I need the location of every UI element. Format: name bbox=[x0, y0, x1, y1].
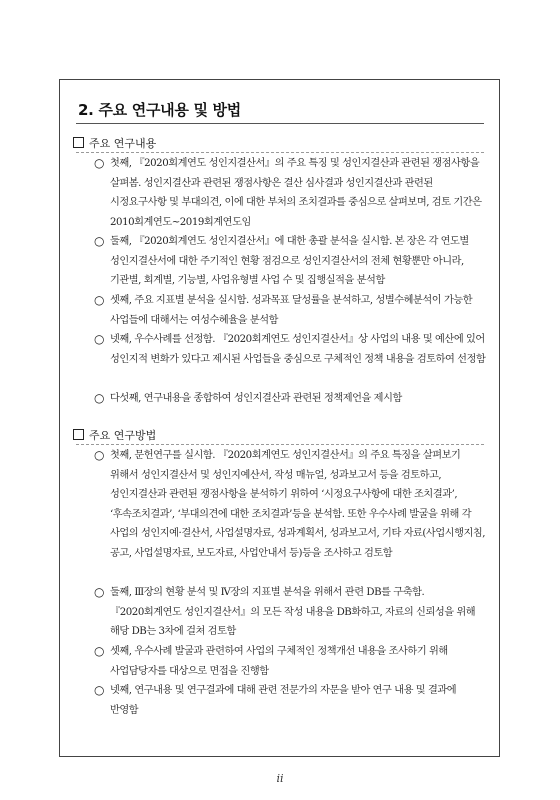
title-underline bbox=[76, 123, 484, 124]
list-item-text: 셋째, 우수사례 발굴과 관련하여 사업의 구체적인 정책개선 내용을 조사하기 위해 사업담당자를 대상으로 면접을 진행함 bbox=[110, 646, 448, 677]
list-item-text: 셋째, 주요 지표별 분석을 실시함. 성과목표 달성률을 분석하고, 성별수혜분석이 가능한 사업들에 대해서는 여성수혜율을 분석함 bbox=[110, 295, 473, 326]
circle-bullet-icon: ○ bbox=[94, 391, 105, 405]
list-item bbox=[94, 642, 486, 681]
list-item-text: 첫째, 『2020회계연도 성인지결산서』의 주요 특징 및 성인지결산과 관련된 쟁점사항을 살펴봄. 성인지결산과 관련된 쟁점사항은 결산 심사결과 성인지결산과 관련된 시정요구사항 및 부대의견, 이에 대한 부처의 조치결과를 중심으로 살펴보며, 검토 기간은 2010회계연도~2019회계연도임 bbox=[110, 158, 482, 228]
circle-bullet-icon: ○ bbox=[94, 683, 105, 697]
list-item-text: 다섯째, 연구내용을 종합하여 성인지결산과 관련된 정책제언을 제시함 bbox=[110, 393, 402, 404]
list-item-text: 둘째, Ⅲ장의 현황 분석 및 Ⅳ장의 지표별 분석을 위해서 관련 DB를 구축함. 『2020회계연도 성인지결산서』의 모든 작성 내용을 DB화하고, 자료의 신뢰성을 위해 해당 DB는 3차에 걸쳐 검토함 bbox=[110, 587, 476, 637]
list-item-text: 넷째, 우수사례를 선정함. 『2020회계연도 성인지결산서』상 사업의 내용 및 예산에 있어 성인지적 변화가 있다고 제시된 사업들을 중심으로 구체적인 정책 내용을 검토하여 선정함 bbox=[110, 334, 486, 365]
list-item bbox=[94, 446, 486, 563]
list-item bbox=[94, 291, 486, 330]
subheading-divider bbox=[76, 444, 484, 445]
circle-bullet-icon: ○ bbox=[94, 156, 105, 170]
circle-bullet-icon: ○ bbox=[94, 234, 105, 248]
list-item bbox=[94, 154, 486, 232]
checkbox-square-icon bbox=[73, 137, 84, 148]
section-title: 2. 주요 연구내용 및 방법 bbox=[78, 101, 241, 119]
list-item bbox=[94, 681, 486, 720]
list-item-text: 첫째, 문헌연구를 실시함. 『2020회계연도 성인지결산서』의 주요 특징을 살펴보기 위해서 성인지결산서 및 성인지예산서, 작성 매뉴얼, 성과보고서 등을 검토하고, 성인지결산과 관련된 쟁점사항을 분석하기 위하여 ‘시정요구사항에 대한 조치결과’, ‘후속조치결과’, ‘부대의견에 대한 조치결과’등을 분석함. 또한 우수사례 발굴을 위해 각 사업의 성인지예·결산서, 사업설명자료, 성과계획서, 성과보고서, 기타 자료(사업시행지침, 공고, 사업설명자료, 보도자료, 사업안내서 등)등을 조사하고 검토함 bbox=[110, 450, 486, 559]
subheading-method-label: 주요 연구방법 bbox=[89, 429, 157, 442]
list-item bbox=[94, 583, 486, 642]
checkbox-square-icon bbox=[73, 429, 84, 440]
list-item bbox=[94, 389, 486, 409]
page-number: ii bbox=[276, 772, 284, 785]
circle-bullet-icon: ○ bbox=[94, 332, 105, 346]
subheading-content-label: 주요 연구내용 bbox=[89, 137, 157, 150]
subheading-method bbox=[73, 427, 156, 443]
list-item-text: 둘째, 『2020회계연도 성인지결산서』에 대한 총괄 분석을 실시함. 본 장은 각 연도별 성인지결산서에 대한 주기적인 현황 점검으로 성인지결산서의 전체 현황뿐만 아니라, 기관별, 회계별, 기능별, 사업유형별 사업 수 및 집행실적을 분석함 bbox=[110, 236, 469, 286]
subheading-divider bbox=[76, 152, 484, 153]
list-item-text: 넷째, 연구내용 및 연구결과에 대해 관련 전문가의 자문을 받아 연구 내용 및 결과에 반영함 bbox=[110, 685, 457, 716]
circle-bullet-icon: ○ bbox=[94, 448, 105, 462]
circle-bullet-icon: ○ bbox=[94, 644, 105, 658]
list-item bbox=[94, 330, 486, 369]
circle-bullet-icon: ○ bbox=[94, 585, 105, 599]
circle-bullet-icon: ○ bbox=[94, 293, 105, 307]
subheading-content bbox=[73, 135, 156, 151]
list-item bbox=[94, 232, 486, 291]
